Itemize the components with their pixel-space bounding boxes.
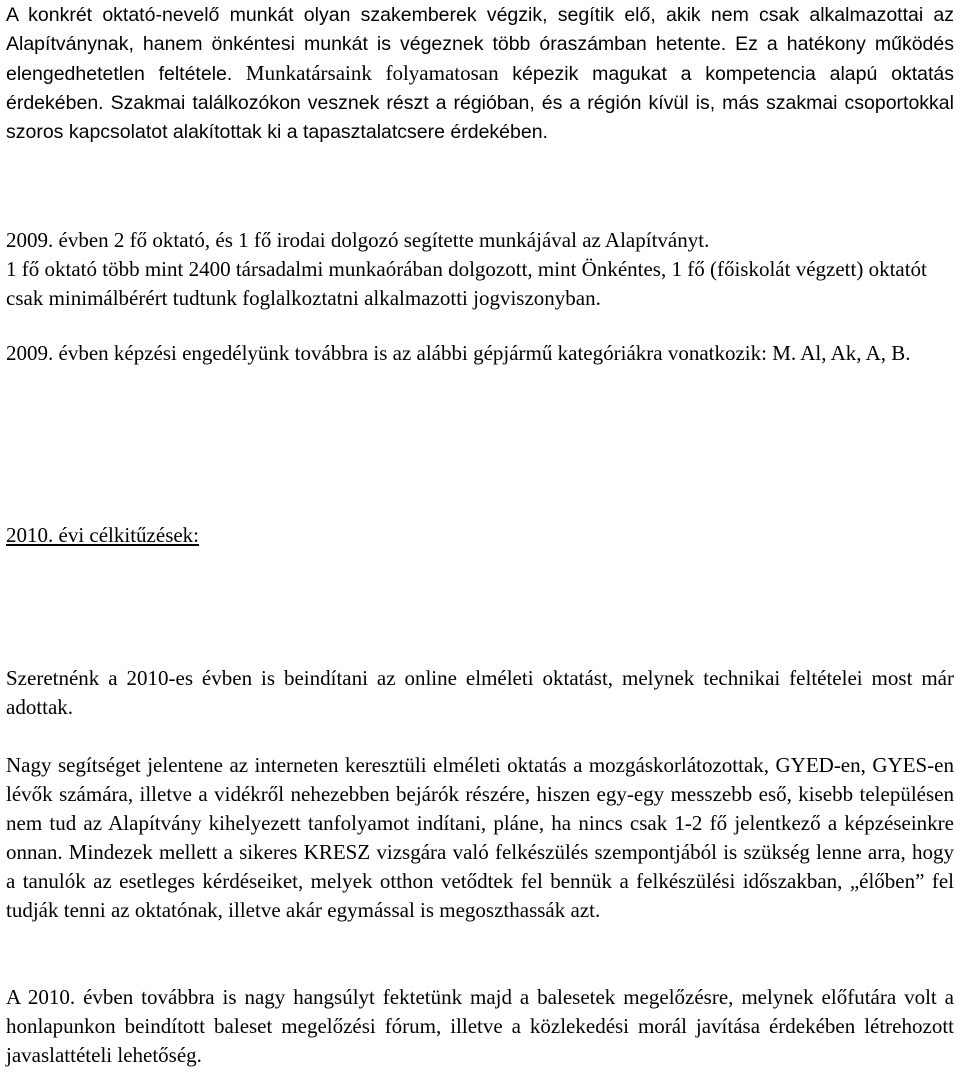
heading-2010-goals: 2010. évi célkitűzések: (6, 523, 200, 547)
paragraph-2009-staff-line-2: 1 fő oktató több mint 2400 társadalmi munkaórában dolgozott, mint Önkéntes, 1 fő (főiskolát végzett) oktatót csak minimálbérért tudtunk foglalkoztatni alkalmazotti jogviszonyban. (6, 257, 927, 310)
paragraph-2009-license: 2009. évben képzési engedélyünk továbbra is az alábbi gépjármű kategóriákra vonatkozik: M. Al, Ak, A, B. (6, 341, 911, 365)
paragraph-2009-staff (6, 226, 954, 313)
paragraph-accident-prevention: A 2010. évben továbbra is nagy hangsúlyt fektetünk majd a balesetek megelőzésre, melynek előfutára volt a honlapunkon beindított baleset megelőzési fórum, illetve a közlekedési morál javítása érdekében létrehozott javaslattételi lehetőség. (6, 985, 954, 1067)
paragraph-online-education: Szeretnénk a 2010-es évben is beindítani az online elméleti oktatást, melynek technikai feltételei most már adottak. (6, 666, 954, 719)
paragraph-benefits: Nagy segítséget jelentene az interneten keresztüli elméleti oktatás a mozgáskorlátozottak, GYED-en, GYES-en lévők számára, illetve a vidékről nehezebben bejárók részére, hiszen egy-egy messzebb eső, kisebb településen nem tud az Alapítvány kihelyezett tanfolyamot indítani, pláne, ha nincs csak 1-2 fő jelentkező a képzéseinkre onnan. Mindezek mellett a sikeres KRESZ vizsgára való felkészülés szempontjából is szükség lenne arra, hogy a tanulók az esetleges kérdéseiket, melyek otthon vetődtek fel bennük a felkészülési időszakban, „élőben” fel tudják tenni az oktatónak, illetve akár egymással is megoszthassák azt. (6, 753, 954, 922)
paragraph-staff-intro (6, 1, 954, 147)
paragraph-staff-intro-part-c: képezik magukat a kompetencia alapú oktatás érdekében. Szakmai találkozókon vesznek részt a régióban, és a régión kívül is, más szakmai csoportokkal szoros kapcsolatot alakítottak ki a tapasztalatcsere érdekében. (6, 63, 954, 143)
paragraph-2009-staff-line-1: 2009. évben 2 fő oktató, és 1 fő irodai dolgozó segítette munkájával az Alapítványt. (6, 228, 710, 252)
paragraph-staff-intro-part-b: Munkatársaink folyamatosan (232, 61, 513, 85)
paragraph-staff-intro-part-a: A konkrét oktató-nevelő munkát olyan szakemberek végzik, segítik elő, akik nem csak alkalmazottai az Alapítványnak, hanem önkéntesi munkát is végeznek több óraszámban hetente. Ez a hatékony működés elengedhetetlen feltétele. (6, 4, 954, 85)
